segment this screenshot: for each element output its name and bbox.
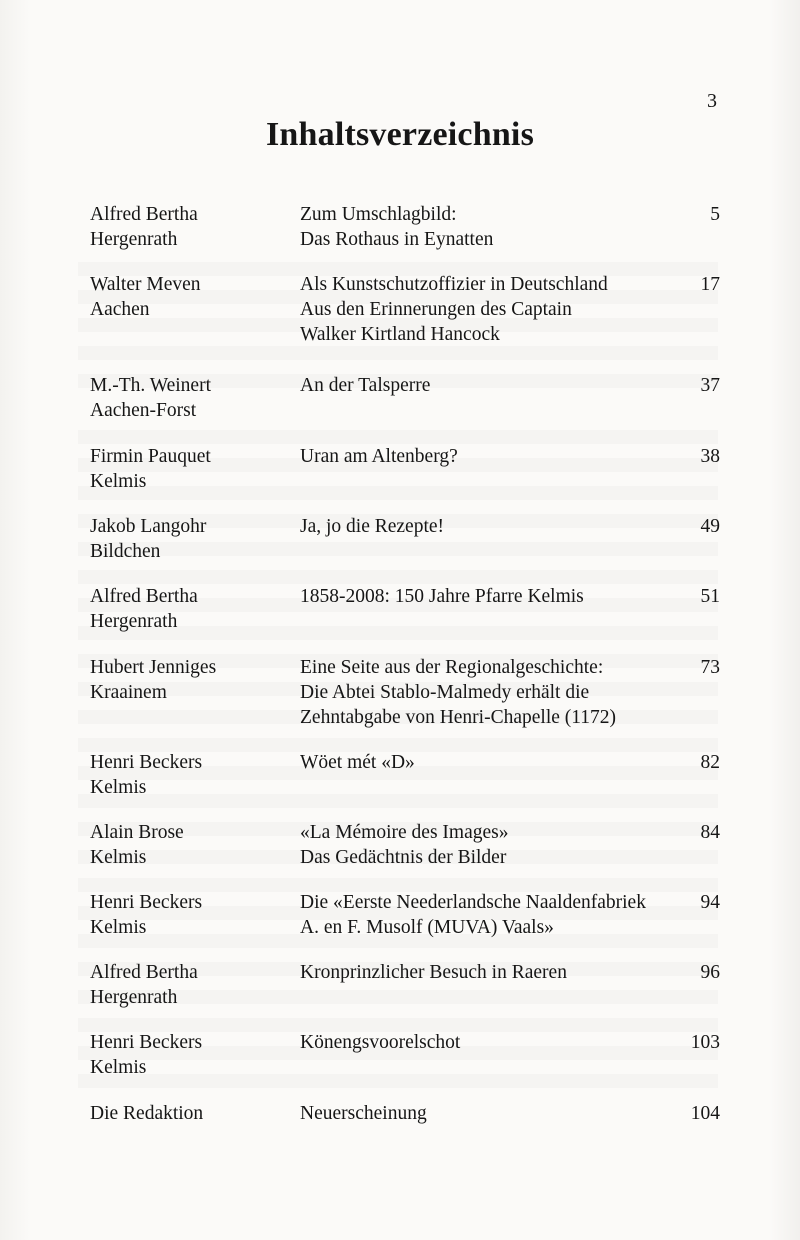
toc-entry — [90, 960, 720, 1010]
toc-author-name: Alfred Bertha — [90, 586, 198, 607]
toc-article-title — [300, 890, 660, 940]
toc-author-block — [90, 960, 300, 1010]
toc-article-title-line: A. en F. Musolf (MUVA) Vaals» — [300, 917, 554, 938]
page-title: Inhaltsverzeichnis — [265, 116, 535, 153]
toc-article-title-line: Uran am Altenberg? — [300, 446, 458, 467]
toc-article-title — [300, 202, 660, 252]
toc-author-block — [90, 820, 300, 870]
toc-entry — [90, 1101, 720, 1126]
toc-author-name: Jakob Langohr — [90, 516, 207, 537]
toc-author-block — [90, 584, 300, 634]
toc-article-title — [300, 1101, 660, 1126]
toc-page-number: 104 — [690, 1103, 720, 1124]
toc-article-title-line: Walker Kirtland Hancock — [300, 324, 500, 345]
toc-article-title-line: Die «Eerste Neederlandsche Naaldenfabriek — [300, 892, 646, 913]
toc-entry — [90, 584, 720, 634]
toc-article-title — [300, 584, 660, 609]
toc-author-place: Hergenrath — [90, 611, 178, 632]
toc-article-title-line: Als Kunstschutzoffizier in Deutschland — [300, 274, 608, 295]
toc-author-place: Aachen-Forst — [90, 400, 197, 421]
toc-author-place: Aachen — [90, 299, 150, 320]
toc-article-title-line: Das Rothaus in Eynatten — [300, 229, 494, 250]
toc-article-title-line: «La Mémoire des Images» — [300, 822, 509, 843]
toc-author-place: Kelmis — [90, 917, 147, 938]
toc-page-number: 84 — [700, 822, 720, 843]
toc-author-place: Kelmis — [90, 471, 147, 492]
toc-page-number: 17 — [700, 274, 720, 295]
toc-article-title-line: Das Gedächtnis der Bilder — [300, 847, 507, 868]
toc-author-name: Firmin Pauquet — [90, 446, 211, 467]
toc-author-block — [90, 373, 300, 423]
toc-article-title — [300, 514, 660, 539]
toc-article-title-line: Zum Umschlagbild: — [300, 204, 457, 225]
toc-author-place: Hergenrath — [90, 987, 178, 1008]
toc-article-title — [300, 1030, 660, 1055]
toc-article-title-line: Die Abtei Stablo-Malmedy erhält die — [300, 682, 590, 703]
toc-author-block — [90, 1030, 300, 1080]
toc-article-title — [300, 960, 660, 985]
toc-page-number: 5 — [710, 204, 720, 225]
toc-article-title — [300, 750, 660, 775]
toc-entry — [90, 373, 720, 423]
toc-article-title — [300, 655, 660, 730]
toc-author-name: Hubert Jenniges — [90, 657, 217, 678]
toc-entry — [90, 820, 720, 870]
toc-article-title-line: Eine Seite aus der Regionalgeschichte: — [300, 657, 604, 678]
toc-author-name: Henri Beckers — [90, 892, 203, 913]
toc-entry — [90, 272, 720, 347]
toc-entry — [90, 750, 720, 800]
toc-author-place: Kraainem — [90, 682, 167, 703]
toc-article-title-line: 1858-2008: 150 Jahre Pfarre Kelmis — [300, 586, 584, 607]
toc-author-block — [90, 444, 300, 494]
toc-article-title — [300, 820, 660, 870]
toc-author-block — [90, 514, 300, 564]
toc-entry — [90, 890, 720, 940]
table-of-contents — [90, 202, 720, 1126]
toc-page-number: 51 — [700, 586, 720, 607]
toc-author-place: Kelmis — [90, 847, 147, 868]
toc-page-number: 103 — [690, 1032, 720, 1053]
toc-article-title — [300, 444, 660, 469]
toc-author-name: Alfred Bertha — [90, 962, 198, 983]
toc-author-place: Hergenrath — [90, 229, 178, 250]
toc-article-title-line: Aus den Erinnerungen des Captain — [300, 299, 572, 320]
toc-author-place: Bildchen — [90, 541, 161, 562]
toc-entry — [90, 514, 720, 564]
toc-author-block — [90, 655, 300, 705]
toc-author-name: Alain Brose — [90, 822, 184, 843]
toc-entry — [90, 655, 720, 730]
toc-article-title-line: Neuerscheinung — [300, 1103, 427, 1124]
toc-article-title-line: Wöet mét «D» — [300, 752, 415, 773]
toc-article-title-line: Kronprinzlicher Besuch in Raeren — [300, 962, 567, 983]
toc-page-number: 96 — [700, 962, 720, 983]
toc-article-title-line: An der Talsperre — [300, 375, 431, 396]
toc-author-name: Henri Beckers — [90, 752, 203, 773]
toc-page-number: 73 — [700, 657, 720, 678]
toc-author-place: Kelmis — [90, 777, 147, 798]
toc-page-number: 38 — [700, 446, 720, 467]
toc-entry — [90, 444, 720, 494]
toc-entry — [90, 1030, 720, 1080]
toc-page-number: 49 — [700, 516, 720, 537]
toc-entry — [90, 202, 720, 252]
toc-page-number: 94 — [700, 892, 720, 913]
toc-author-block — [90, 202, 300, 252]
toc-page-number: 82 — [700, 752, 720, 773]
toc-author-name: Die Redaktion — [90, 1103, 204, 1124]
toc-author-name: Henri Beckers — [90, 1032, 203, 1053]
toc-author-block — [90, 272, 300, 322]
toc-author-name: Walter Meven — [90, 274, 201, 295]
toc-author-block — [90, 1101, 300, 1126]
toc-author-place: Kelmis — [90, 1057, 147, 1078]
toc-article-title — [300, 272, 660, 347]
toc-article-title — [300, 373, 660, 398]
toc-author-block — [90, 750, 300, 800]
toc-page-number: 37 — [700, 375, 720, 396]
toc-article-title-line: Ja, jo die Rezepte! — [300, 516, 445, 537]
toc-author-block — [90, 890, 300, 940]
toc-author-name: Alfred Bertha — [90, 204, 198, 225]
toc-author-name: M.-Th. Weinert — [90, 375, 211, 396]
page-number: 3 — [707, 90, 717, 112]
toc-article-title-line: Zehntabgabe von Henri-Chapelle (1172) — [300, 707, 617, 728]
toc-article-title-line: Könengsvoorelschot — [300, 1032, 461, 1053]
